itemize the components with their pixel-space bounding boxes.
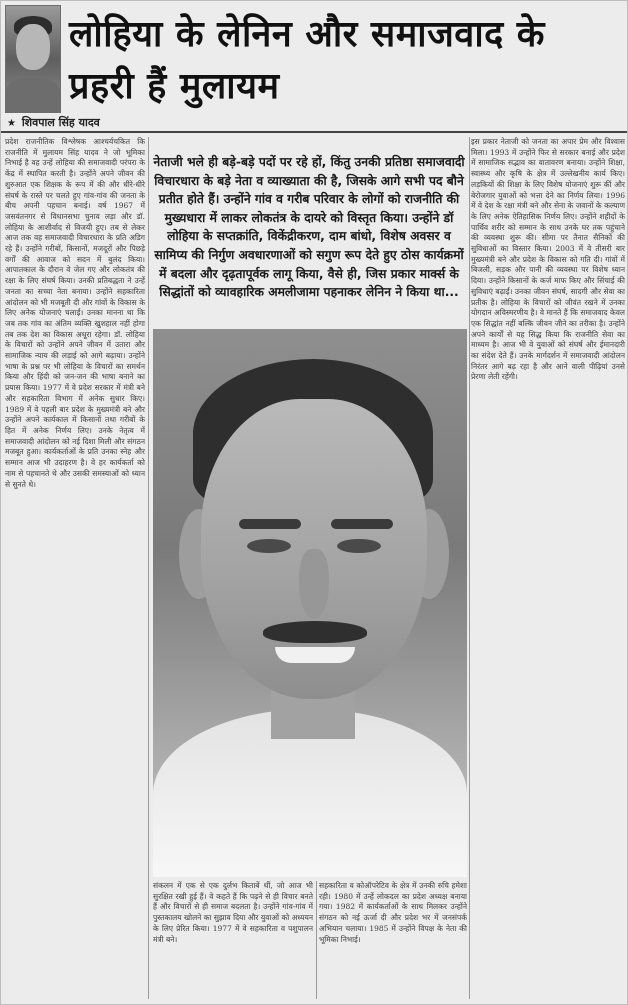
bottom-column-text-b: सहकारिता व कोऑपरेटिव के क्षेत्र में उनकी रुचि हमेशा रही। 1980 में उन्हें लोकदल का प्रदेश अध्यक्ष बनाया गया। 1982 में कार्यकर्ताओं के साथ मिलकर उन्होंने संगठन को नई ऊर्जा दी और प्रदेश भर में जनसंपर्क अभियान चलाया। 1985 में उन्होंने विपक्ष के नेता की भूमिका निभाई। (319, 881, 467, 944)
right-column-text: इस प्रकार नेताजी को जनता का अपार प्रेम और विश्वास मिला। 1993 में उन्होंने फिर से सरकार बनाई और प्रदेश में सामाजिक सद्भाव का वातावरण बनाया। उन्होंने शिक्षा, स्वास्थ्य और कृषि के क्षेत्र में उल्लेखनीय कार्य किए। लड़कियों की शिक्षा के लिए विशेष योजनाएं शुरू कीं और बेरोजगार युवाओं को भत्ता देने का निर्णय लिया। 1996 में वे देश के रक्षा मंत्री बने और सेना के जवानों के कल्याण के लिए अनेक ऐतिहासिक निर्णय लिए। उन्होंने शहीदों के पार्थिव शरीर को सम्मान के साथ उनके घर तक पहुंचाने की व्यवस्था शुरू की। सीमा पर तैनात सैनिकों की सुविधाओं का विस्तार किया। 2003 में वे तीसरी बार मुख्यमंत्री बने और प्रदेश के विकास को गति दी। गांवों में बिजली, सड़क और पानी की व्यवस्था पर विशेष ध्यान दिया। उन्होंने किसानों के कर्ज माफ किए और सिंचाई की सुविधाएं बढ़ाईं। उनका जीवन संघर्ष, सादगी और सेवा का प्रतीक है। लोहिया के विचारों को जीवंत रखने में उनका योगदान अविस्मरणीय है। वे मानते हैं कि समाजवाद केवल एक सिद्धांत नहीं बल्कि जीवन जीने का तरीका है। उन्होंने अपने कार्यों से यह सिद्ध किया कि राजनीति सेवा का माध्यम है। आज भी वे युवाओं को संघर्ष और ईमानदारी का संदेश देते हैं। उनके मार्गदर्शन में समाजवादी आंदोलन निरंतर आगे बढ़ रहा है और आने वाली पीढ़ियां उनसे प्रेरणा लेती रहेंगी। (471, 137, 625, 382)
photo-mouth (275, 647, 355, 663)
column-divider-left (148, 137, 149, 999)
left-column-text: प्रदेश राजनीतिक विश्लेषक आश्चर्यचकित कि राजनीति में मुलायम सिंह यादव ने जो भूमिका निभाई है वह उन्हें लोहिया की समाजवादी परंपरा के केंद्र में स्थापित करती है। उन्होंने अपने जीवन की शुरुआत एक शिक्षक के रूप में की और धीरे-धीरे संघर्ष के रास्ते पर चलते हुए गांव-गांव की जनता के बीच अपनी पहचान बनाई। वर्ष 1967 में जसवंतनगर से विधानसभा चुनाव लड़ा और डॉ. लोहिया के आशीर्वाद से विजयी हुए। तब से लेकर आज तक वह समाजवादी विचारधारा के प्रति अडिग रहे हैं। उन्होंने गरीबों, किसानों, मजदूरों और पिछड़े वर्गों की आवाज को सदन में बुलंद किया। आपातकाल के दौरान वे जेल गए और लोकतंत्र की रक्षा के लिए संघर्ष किया। उनकी प्रतिबद्धता ने उन्हें जनता का सच्चा नेता बनाया। उन्होंने सहकारिता आंदोलन को भी मजबूती दी और गांवों के विकास के लिए अनेक योजनाएं चलाईं। उनका मानना था कि जब तक गांव का अंतिम व्यक्ति खुशहाल नहीं होगा तब तक देश का विकास अधूरा रहेगा। डॉ. लोहिया के विचारों को उन्होंने अपने जीवन में उतारा और सामाजिक न्याय की लड़ाई को आगे बढ़ाया। उन्होंने भाषा के प्रश्न पर भी लोहिया के विचारों का समर्थन किया और हिंदी को जन-जन की भाषा बनाने का प्रयास किया। 1977 में वे प्रदेश सरकार में मंत्री बने और सहकारिता विभाग में अनेक सुधार किए। 1989 में वे पहली बार प्रदेश के मुख्यमंत्री बने और उन्होंने अपने कार्यकाल में किसानों तथा गरीबों के हित में अनेक निर्णय लिए। उनके नेतृत्व में समाजवादी आंदोलन को नई दिशा मिली और संगठन मजबूत हुआ। कार्यकर्ताओं के प्रति उनका स्नेह और सम्मान आज भी उदाहरण है। वे हर कार्यकर्ता को नाम से पहचानते थे और उसकी समस्याओं को ध्यान से सुनते थे। (5, 137, 145, 489)
main-photo-mulayam (153, 329, 467, 877)
byline-star-icon: ★ (7, 118, 16, 129)
headline: लोहिया के लेनिन और समाजवाद के प्रहरी हैं मुलायम (69, 14, 545, 107)
photo-brow-left (239, 519, 301, 529)
author-photo-face (16, 24, 50, 70)
photo-brow-right (331, 519, 393, 529)
column-divider-right (469, 137, 470, 999)
byline (7, 115, 115, 130)
author-photo (5, 5, 61, 113)
photo-nose (299, 549, 329, 619)
header-rule (1, 131, 628, 133)
author-photo-body (6, 78, 60, 112)
photo-eye-left (247, 539, 291, 553)
byline-author: शिवपाल सिंह यादव (21, 116, 100, 129)
pull-quote: नेताजी भले ही बड़े-बड़े पदों पर रहे हों, किंतु उनकी प्रतिष्ठा समाजवादी विचारधारा के बड़े नेता व व्याख्याता की है, जिसके आगे सभी पद बौने प्रतीत होते हैं। उन्होंने गांव व गरीब परिवार के लोगों को राजनीति की मुख्यधारा में लाकर लोकतंत्र के दायरे को विस्तृत किया। उन्होंने डॉ लोहिया के सप्तक्रांति, विकेंद्रीकरण, दाम बांधो, विशेष अवसर व सामिप्य की निर्गुण अवधारणाओं को सगुण रूप देते हुए ठोस कार्यक्रमों में बदला और दृढ़तापूर्वक लागू किया, वैसे ही, जिस प्रकार मार्क्स के सिद्धांतों को व्यावहारिक अमलीजामा पहनाकर लेनिन ने किया था... (153, 155, 465, 300)
photo-eye-right (337, 539, 381, 553)
bottom-column-text-a: संकलन में एक से एक दुर्लभ किताबें थीं, जो आज भी सुरक्षित रखी हुई हैं। वे कहते हैं कि पढ़ने से ही विचार बनते हैं और विचारों से ही समाज बदलता है। उन्होंने गांव-गांव में पुस्तकालय खोलने का सुझाव दिया और युवाओं को अध्ययन के लिए प्रेरित किया। 1977 में वे सहकारिता व पशुपालन मंत्री बने। (153, 881, 313, 944)
column-divider-bottom (316, 881, 317, 999)
photo-mustache (263, 621, 367, 643)
